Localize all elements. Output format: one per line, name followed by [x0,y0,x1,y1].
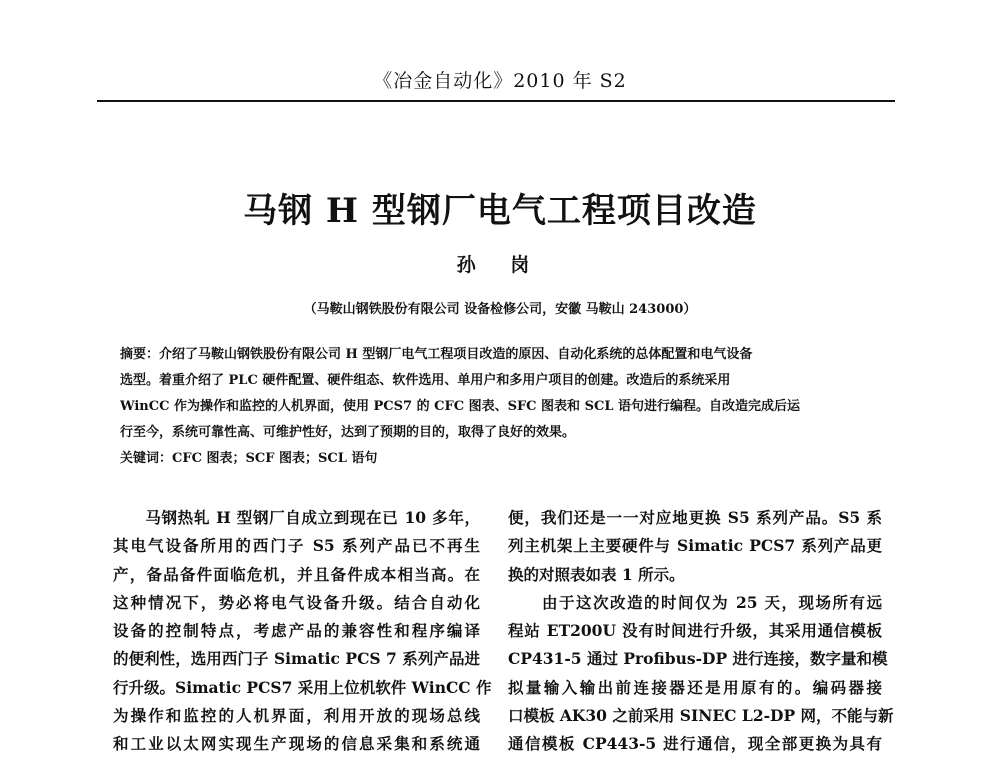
body-line: 行升级。Simatic PCS7 采用上位机软件 WinCC 作 [113,677,492,697]
paper-title: 马钢 H 型钢厂电气工程项目改造 [243,191,757,231]
body-line: 设备的控制特点，考虑产品的兼容性和程序编译 [113,621,480,641]
abstract-text: 介绍了马鞍山钢铁股份有限公司 H 型钢厂电气工程项目改造的原因、自动化系统的总体配置和电气设备 [159,347,753,362]
body-column-right [508,504,894,759]
body-line: 由于这次改造的时间仅为 25 天，现场所有远 [508,592,882,612]
affiliation: （马鞍山钢铁股份有限公司 设备检修公司，安徽 马鞍山 243000） [303,302,697,317]
keywords [120,446,890,472]
keywords-text: CFC 图表；SCF 图表；SCL 语句 [172,451,378,466]
abstract-line: WinCC 作为操作和监控的人机界面，使用 PCS7 的 CFC 图表、SFC 图表和 SCL 语句进行编程。自改造完成后运 [120,399,800,414]
body-line: 通信模板 CP443-5 进行通信，现全部更换为具有 [508,734,882,754]
body-line: 产，备品备件面临危机，并且备件成本相当高。在 [113,564,480,584]
body-line: 马钢热轧 H 型钢厂自成立到现在已 10 多年， [113,508,480,527]
abstract-line [120,342,890,368]
body-line: 程站 ET200U 没有时间进行升级，其采用通信模板 [508,621,882,641]
header-rule [97,100,895,102]
body-line: 这种情况下，势必将电气设备升级。结合自动化 [113,592,480,612]
abstract-line: 行至今，系统可靠性高、可维护性好，达到了预期的目的，取得了良好的效果。 [120,425,576,440]
keywords-label: 关键词： [120,451,173,466]
body-line: 换的对照表如表 1 所示。 [508,564,685,584]
abstract-label: 摘要： [120,347,160,362]
journal-header: 《冶金自动化》2010 年 S2 [373,70,627,92]
body-line: CP431-5 通过 Profibus-DP 进行连接，数字量和模 [508,649,888,669]
body-line: 为操作和监控的人机界面，利用开放的现场总线 [113,706,480,726]
body-column-left [113,504,492,759]
body-line: 其电气设备所用的西门子 S5 系列产品已不再生 [113,536,480,556]
body-line: 口模板 AK30 之前采用 SINEC L2-DP 网，不能与新 [508,706,894,726]
body-line: 便，我们还是一一对应地更换 S5 系列产品。S5 系 [508,508,882,527]
author: 孙 岗 [456,254,544,276]
body-line: 拟量输入输出前连接器还是用原有的。编码器接 [508,677,882,697]
abstract [120,342,890,472]
body-line: 列主机架上主要硬件与 Simatic PCS7 系列产品更 [508,536,882,556]
body-line: 的便利性，选用西门子 Simatic PCS 7 系列产品进 [113,649,480,669]
abstract-line: 选型。着重介绍了 PLC 硬件配置、硬件组态、软件选用、单用户和多用户项目的创建。改造后的系统采用 [120,373,731,388]
body-line: 和工业以太网实现生产现场的信息采集和系统通 [113,734,480,754]
